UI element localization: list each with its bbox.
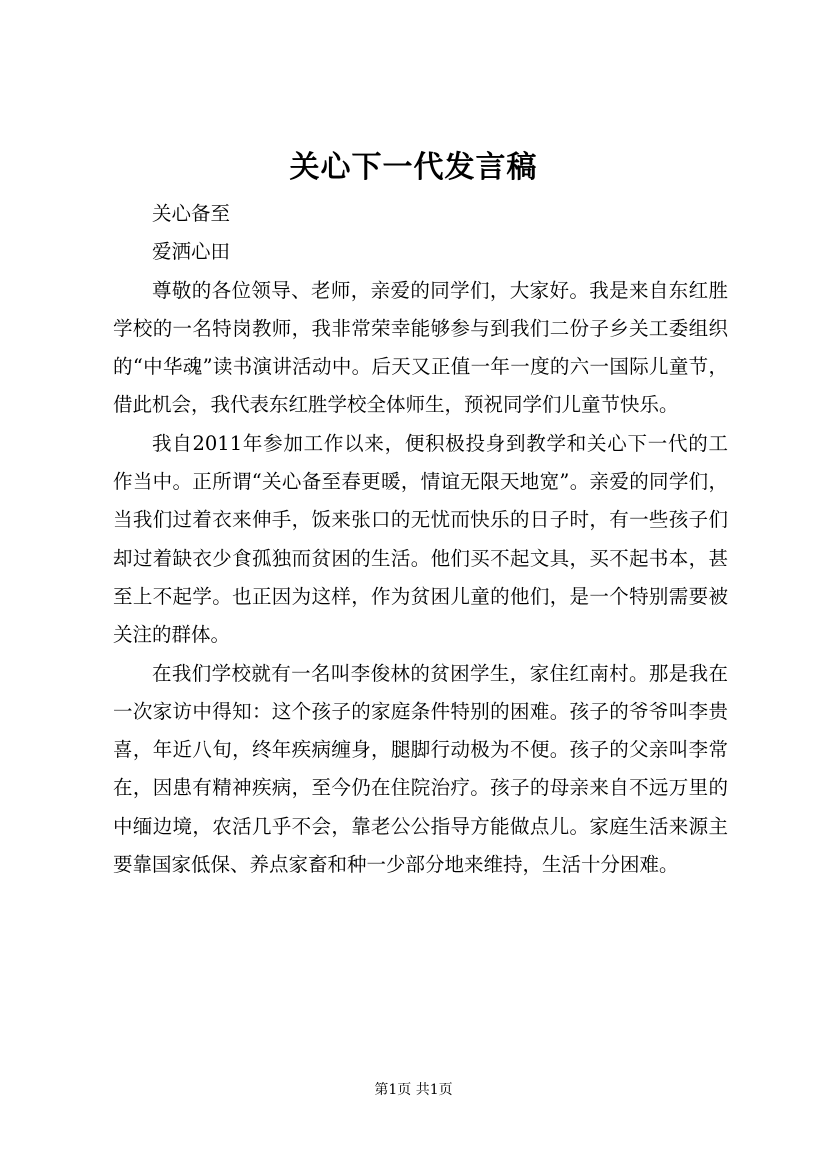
paragraph-greeting: 尊敬的各位领导、老师，亲爱的同学们，大家好。我是来自东红胜学校的一名特岗教师，我非常荣幸能够参与到我们二份子乡关工委组织的“中华魂”读书演讲活动中。后天又正值一年一度的六一国际儿童节，借此机会，我代表东红胜学校全体师生，预祝同学们儿童节快乐。: [113, 278, 728, 417]
document-title: 关心下一代发言稿: [289, 150, 538, 185]
heading-line-1: 关心备至: [152, 202, 231, 225]
paragraph-student: 在我们学校就有一名叫李俊林的贫困学生，家住红南村。那是我在一次家访中得知：这个孩子的家庭条件特别的困难。孩子的爷爷叫李贵喜，年近八旬，终年疾病缠身，腿脚行动极为不便。孩子的父亲叫李常在，因患有精神疾病，至今仍在住院治疗。孩子的母亲来自不远万里的中缅边境，农活几乎不会，靠老公公指导方能做点儿。家庭生活来源主要靠国家低保、养点家畜和种一少部分地来维持，生活十分困难。: [113, 661, 728, 877]
page-footer: 第1页 共1页: [374, 1082, 453, 1098]
document-body: [113, 195, 728, 884]
heading-line-2: 爱洒心田: [152, 240, 231, 264]
paragraph-work: 我自2011年参加工作以来，便积极投身到教学和关心下一代的工作当中。正所谓“关心备至春更暖，情谊无限天地宽”。亲爱的同学们，当我们过着衣来伸手，饭来张口的无忧而快乐的日子时，有一些孩子们却过着缺衣少食孤独而贫困的生活。他们买不起文具，买不起书本，甚至上不起学。也正因为这样，作为贫困儿童的他们，是一个特别需要被关注的群体。: [113, 431, 728, 647]
